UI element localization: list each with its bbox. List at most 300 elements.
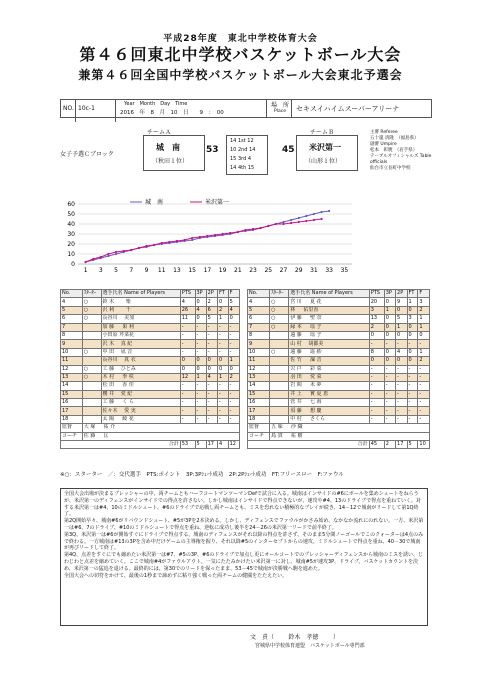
table-row bbox=[61, 365, 240, 373]
table-cell: 0 bbox=[180, 357, 195, 365]
table-cell: - bbox=[206, 382, 217, 390]
table-cell: 12 bbox=[248, 365, 270, 373]
quarter-scores bbox=[226, 135, 268, 175]
table-cell: 0 bbox=[384, 348, 395, 356]
table-row bbox=[248, 298, 430, 306]
table-row bbox=[248, 382, 430, 390]
table-cell: 長谷川 美加 bbox=[101, 315, 180, 323]
table-cell: 10 bbox=[61, 348, 83, 356]
team-b-name: 米沢第一 bbox=[309, 143, 341, 152]
table-cell: 佐々木 愛 実 bbox=[101, 407, 180, 415]
summary-paragraph: 第2Q開始早々、城南#6がリバウンドシュート、#5が3Pを2本決める。しかし、ディフェンスでファウルがかさみ始め、なかなか流れにのれない。一方、米沢第一は#6、7のドライブ、#10のミドルシュートで得点を重ね、逆転に成功し後半を24－26の米沢第一リードで前半終了。 bbox=[64, 518, 424, 531]
table-header-cell: No. bbox=[61, 290, 83, 298]
quarter-3: 15 3rd 4 bbox=[230, 156, 252, 162]
table-cell: 0 bbox=[217, 365, 228, 373]
data-point bbox=[320, 211, 322, 213]
table-cell: - bbox=[396, 340, 408, 348]
table-cell: 6 bbox=[61, 315, 83, 323]
table-cell: 2 bbox=[206, 298, 217, 306]
table-cell bbox=[82, 340, 101, 348]
staff-row bbox=[248, 424, 430, 432]
referee-name: 五十嵐 清隆 （福島県） bbox=[370, 136, 419, 141]
page-subtitle: 兼第４６回全国中学校バスケットボール大会東北予選会 bbox=[78, 68, 403, 82]
quarter-2: 10 2nd 14 bbox=[230, 147, 256, 153]
x-tick-label: 15 bbox=[188, 267, 196, 274]
table-officials-label: テーブルオフィシャルズ Table officials bbox=[370, 154, 432, 165]
table-cell: 松 田 香 佳 bbox=[101, 382, 180, 390]
x-tick-label: 17 bbox=[203, 267, 212, 274]
table-cell: - bbox=[180, 323, 195, 331]
data-point bbox=[123, 250, 125, 252]
table-header-cell: 選手氏名 Name of Players bbox=[101, 290, 180, 298]
table-cell: 須 藤 想 慶 bbox=[289, 407, 370, 415]
x-tick-label: 33 bbox=[325, 267, 333, 274]
series-line-1 bbox=[86, 219, 322, 262]
table-cell: 5 bbox=[248, 306, 270, 314]
table-cell: 11 bbox=[180, 315, 195, 323]
x-tick-label: 29 bbox=[294, 267, 303, 274]
table-cell: 宍 戸 彩 菜 bbox=[289, 365, 370, 373]
table-cell: 0 bbox=[384, 357, 395, 365]
table-cell: - bbox=[418, 415, 430, 423]
data-point bbox=[115, 251, 117, 253]
table-row bbox=[61, 340, 240, 348]
table-cell: - bbox=[206, 407, 217, 415]
table-cell: 4 bbox=[206, 373, 217, 381]
y-tick-label: 40 bbox=[67, 221, 75, 228]
team-a-name: 城 南 bbox=[156, 143, 180, 152]
table-cell: 12 bbox=[180, 373, 195, 381]
table-cell: 0 bbox=[384, 315, 395, 323]
umpire-label: 副審 Umpire bbox=[370, 142, 397, 147]
data-point bbox=[107, 255, 109, 257]
table-cell: ○ bbox=[270, 306, 289, 314]
data-point bbox=[260, 227, 262, 229]
table-cell: 0 bbox=[407, 331, 418, 339]
table-cell: - bbox=[369, 373, 384, 381]
table-cell: 佐 竹 凜 音 bbox=[289, 357, 370, 365]
total-row bbox=[248, 441, 430, 449]
table-header-cell: 3P bbox=[384, 290, 395, 298]
team-a-player-table bbox=[60, 289, 240, 449]
table-row bbox=[61, 306, 240, 314]
table-cell: - bbox=[418, 340, 430, 348]
table-cell: 山 村 胡都美 bbox=[289, 340, 370, 348]
table-cell: - bbox=[195, 390, 206, 398]
place-label: 場 所 bbox=[270, 102, 289, 109]
event-year: 平成28年度 東北中学校体育大会 bbox=[163, 34, 318, 44]
x-tick-label: 31 bbox=[310, 267, 318, 274]
table-cell: 0 bbox=[407, 348, 418, 356]
table-cell: 小田原 芹菜花 bbox=[101, 331, 180, 339]
staff-name: 島 貫 祐 樹 bbox=[270, 432, 430, 440]
table-cell: 13 bbox=[369, 315, 384, 323]
table-cell: - bbox=[369, 407, 384, 415]
table-row bbox=[248, 323, 430, 331]
table-cell: 15 bbox=[61, 390, 83, 398]
team-a-table-wrap bbox=[60, 289, 240, 449]
date-header: Year Month Day Time bbox=[124, 101, 188, 107]
game-summary bbox=[60, 488, 428, 626]
game-category: 女子予選Ｃブロック bbox=[60, 151, 114, 158]
y-tick-label: 10 bbox=[67, 251, 75, 258]
table-cell: 木 村 季 咲 bbox=[101, 373, 180, 381]
table-cell: 櫻 井 愛 紀 bbox=[101, 390, 180, 398]
table-cell: ○ bbox=[82, 348, 101, 356]
summary-paragraph: 全国大会への切符をかけて、最後の1秒まで諦めずに粘り強く戦った両チームの健闘をたたえたい。 bbox=[64, 572, 288, 579]
table-cell: - bbox=[180, 407, 195, 415]
table-row bbox=[61, 323, 240, 331]
table-cell: - bbox=[407, 340, 418, 348]
table-cell: - bbox=[195, 323, 206, 331]
table-cell: 工 藤 く ら bbox=[101, 399, 180, 407]
table-cell: 遠 藤 瑶 子 bbox=[289, 331, 370, 339]
table-cell: 26 bbox=[180, 306, 195, 314]
table-cell: - bbox=[217, 348, 228, 356]
x-tick-label: 13 bbox=[173, 267, 181, 274]
total-cell: 5 bbox=[195, 441, 206, 449]
table-cell: 中 田 凪 音 bbox=[101, 348, 180, 356]
table-cell: - bbox=[228, 348, 239, 356]
table-cell: - bbox=[195, 382, 206, 390]
table-cell: - bbox=[217, 382, 228, 390]
table-cell: 5 bbox=[396, 315, 408, 323]
data-point bbox=[191, 237, 193, 239]
staff-role: 監督 bbox=[248, 424, 270, 432]
table-cell: - bbox=[396, 415, 408, 423]
data-point bbox=[115, 253, 117, 255]
table-cell: - bbox=[384, 415, 395, 423]
table-cell: 0 bbox=[384, 323, 395, 331]
table-cell: 0 bbox=[369, 331, 384, 339]
y-tick-label: 20 bbox=[67, 241, 75, 248]
data-point bbox=[161, 242, 163, 244]
table-cell: - bbox=[369, 399, 384, 407]
table-cell bbox=[270, 365, 289, 373]
table-cell: - bbox=[180, 331, 195, 339]
table-cell: - bbox=[369, 340, 384, 348]
quarter-4: 14 4th 15 bbox=[230, 165, 255, 171]
table-cell: 中 村 さくら bbox=[289, 415, 370, 423]
table-cell: 菅 井 七 海 bbox=[289, 399, 370, 407]
table-row bbox=[248, 357, 430, 365]
table-cell: 遠 藤 遥 紗 bbox=[289, 348, 370, 356]
game-number: 10c-1 bbox=[76, 100, 116, 122]
table-cell: 宮 川 夏 花 bbox=[289, 298, 370, 306]
table-cell: 14 bbox=[248, 382, 270, 390]
x-tick-label: 21 bbox=[234, 267, 242, 274]
table-cell: 1 bbox=[195, 373, 206, 381]
x-tick-label: 23 bbox=[249, 267, 257, 274]
page-title: 第４６回東北中学校バスケットボール大会 bbox=[79, 45, 402, 64]
table-header-cell: F bbox=[228, 290, 239, 298]
table-row bbox=[61, 382, 240, 390]
table-cell: 1 bbox=[418, 315, 430, 323]
data-point bbox=[199, 236, 201, 238]
data-point bbox=[176, 240, 178, 242]
table-header-cell: ｽﾀｰﾀｰ bbox=[82, 290, 101, 298]
staff-name: 五 味 沙 織 bbox=[270, 424, 430, 432]
x-tick-label: 27 bbox=[279, 267, 288, 274]
table-cell: - bbox=[384, 373, 395, 381]
date-value: 2016 年 8 月 10 日 9 ： 00 bbox=[120, 110, 224, 116]
total-cell: 4 bbox=[217, 441, 228, 449]
table-row bbox=[248, 373, 430, 381]
table-cell: - bbox=[228, 399, 239, 407]
table-cell: - bbox=[217, 415, 228, 423]
table-cell: 1 bbox=[407, 298, 418, 306]
no-label: NO. bbox=[61, 100, 76, 122]
team-b-label: チームＢ bbox=[310, 129, 335, 136]
table-header-cell: ｽﾀｰﾀｰ bbox=[270, 290, 289, 298]
table-cell: ○ bbox=[82, 373, 101, 381]
table-cell: 長谷川 真 衣 bbox=[101, 357, 180, 365]
table-cell: - bbox=[384, 340, 395, 348]
table-cell: 9 bbox=[248, 340, 270, 348]
table-cell: - bbox=[206, 323, 217, 331]
table-cell: 1 bbox=[217, 373, 228, 381]
x-tick-label: 1 bbox=[83, 267, 88, 274]
table-cell: - bbox=[206, 390, 217, 398]
staff-role: コーチ bbox=[248, 432, 270, 440]
table-cell: - bbox=[396, 399, 408, 407]
team-b-table-wrap bbox=[247, 289, 430, 449]
table-row bbox=[61, 407, 240, 415]
table-cell: 縁 本 瑶 子 bbox=[289, 323, 370, 331]
data-point bbox=[145, 245, 147, 247]
score-progression-chart bbox=[60, 196, 360, 276]
table-cell: - bbox=[384, 365, 395, 373]
table-cell: - bbox=[369, 382, 384, 390]
table-row bbox=[248, 340, 430, 348]
team-b-seed: （山形１位） bbox=[305, 158, 342, 165]
table-cell bbox=[270, 357, 289, 365]
table-officials: 仙台市立長町中学校 bbox=[370, 166, 411, 171]
table-cell: - bbox=[195, 415, 206, 423]
x-tick-label: 19 bbox=[218, 267, 227, 274]
team-b-score: 45 bbox=[282, 145, 295, 155]
table-cell: 0 bbox=[195, 298, 206, 306]
total-cell: 45 bbox=[369, 441, 384, 449]
data-point bbox=[290, 222, 292, 224]
table-cell: 0 bbox=[217, 357, 228, 365]
table-row bbox=[61, 390, 240, 398]
staff-row bbox=[61, 432, 240, 440]
data-point bbox=[107, 253, 109, 255]
total-cell: 17 bbox=[396, 441, 408, 449]
author-label: 文 責（ bbox=[250, 634, 275, 641]
table-cell bbox=[82, 390, 101, 398]
table-cell: 鈴 木 楽 bbox=[101, 298, 180, 306]
table-cell: - bbox=[384, 407, 395, 415]
team-b-box bbox=[296, 135, 358, 171]
table-cell: 4 bbox=[396, 348, 408, 356]
data-point bbox=[237, 231, 239, 233]
table-cell: 9 bbox=[61, 340, 83, 348]
table-cell: 0 bbox=[369, 357, 384, 365]
table-cell: 0 bbox=[384, 331, 395, 339]
table-cell: - bbox=[180, 390, 195, 398]
table-cell: 20 bbox=[369, 298, 384, 306]
table-cell: 17 bbox=[61, 407, 83, 415]
table-cell: 1 bbox=[418, 323, 430, 331]
table-cell: 16 bbox=[61, 399, 83, 407]
table-cell: 9 bbox=[396, 298, 408, 306]
table-row bbox=[248, 390, 430, 398]
data-point bbox=[290, 219, 292, 221]
table-header-cell: 2P bbox=[396, 290, 408, 298]
table-cell: - bbox=[396, 373, 408, 381]
table-header-row bbox=[61, 290, 240, 298]
table-cell: 岩 間 未 夢 bbox=[289, 382, 370, 390]
table-cell bbox=[270, 399, 289, 407]
table-header-cell: F bbox=[418, 290, 430, 298]
x-tick-label: 11 bbox=[157, 267, 166, 274]
table-cell bbox=[270, 340, 289, 348]
table-cell: 7 bbox=[61, 323, 83, 331]
table-cell: 8 bbox=[369, 348, 384, 356]
data-point bbox=[222, 233, 224, 235]
table-cell: 2 bbox=[369, 323, 384, 331]
table-cell: - bbox=[206, 331, 217, 339]
table-cell bbox=[270, 407, 289, 415]
table-cell: - bbox=[217, 331, 228, 339]
table-cell bbox=[270, 382, 289, 390]
y-tick-label: 0 bbox=[71, 261, 75, 268]
legend-label: 米沢第一 bbox=[205, 199, 230, 206]
data-point bbox=[85, 261, 87, 263]
table-cell: 0 bbox=[195, 365, 206, 373]
table-cell: 沢 木 真 紀 bbox=[101, 340, 180, 348]
table-cell: 0 bbox=[206, 365, 217, 373]
total-cell: 5 bbox=[407, 441, 418, 449]
data-point bbox=[244, 229, 246, 231]
table-cell: 0 bbox=[180, 365, 195, 373]
table-cell: 8 bbox=[61, 331, 83, 339]
table-cell: 3 bbox=[418, 298, 430, 306]
table-row bbox=[61, 357, 240, 365]
data-point bbox=[100, 256, 102, 258]
data-point bbox=[267, 225, 269, 227]
staff-row bbox=[248, 432, 430, 440]
staff-role: 監督 bbox=[61, 424, 83, 432]
data-point bbox=[138, 247, 140, 249]
table-cell bbox=[82, 357, 101, 365]
data-point bbox=[298, 217, 300, 219]
data-point bbox=[214, 234, 216, 236]
total-row bbox=[61, 441, 240, 449]
table-row bbox=[61, 331, 240, 339]
place-label-en: Place bbox=[274, 109, 286, 114]
y-tick-label: 60 bbox=[67, 201, 75, 208]
table-cell: 2 bbox=[418, 357, 430, 365]
table-cell: - bbox=[195, 407, 206, 415]
table-cell: - bbox=[369, 365, 384, 373]
team-a-label: チームＡ bbox=[147, 129, 172, 136]
table-cell: 0 bbox=[418, 331, 430, 339]
table-cell: 0 bbox=[396, 306, 408, 314]
table-cell: 加 藤 果 利 bbox=[101, 323, 180, 331]
data-point bbox=[298, 221, 300, 223]
table-cell bbox=[270, 331, 289, 339]
table-cell: 0 bbox=[407, 357, 418, 365]
table-row bbox=[248, 415, 430, 423]
table-cell bbox=[82, 382, 101, 390]
table-cell: 8 bbox=[248, 331, 270, 339]
table-header-cell: 2P bbox=[206, 290, 217, 298]
table-cell: 4 bbox=[248, 298, 270, 306]
table-cell: - bbox=[384, 382, 395, 390]
data-point bbox=[153, 244, 155, 246]
table-cell: 工 藤 ひとみ bbox=[101, 365, 180, 373]
table-cell: 4 bbox=[180, 298, 195, 306]
data-point bbox=[282, 221, 284, 223]
table-cell: - bbox=[228, 415, 239, 423]
table-cell: ○ bbox=[270, 323, 289, 331]
data-point bbox=[229, 232, 231, 234]
quarter-1: 14 1st 12 bbox=[230, 138, 254, 144]
table-cell: 0 bbox=[384, 298, 395, 306]
data-point bbox=[92, 258, 94, 260]
table-cell: 11 bbox=[248, 357, 270, 365]
x-tick-label: 25 bbox=[264, 267, 273, 274]
table-cell: 0 bbox=[195, 357, 206, 365]
data-point bbox=[168, 241, 170, 243]
table-cell: 13 bbox=[248, 373, 270, 381]
table-cell: 15 bbox=[248, 390, 270, 398]
table-cell: - bbox=[384, 390, 395, 398]
table-cell: 太 陽 綾 花 bbox=[101, 415, 180, 423]
table-cell: - bbox=[180, 340, 195, 348]
table-cell: 3 bbox=[407, 315, 418, 323]
table-cell: - bbox=[228, 382, 239, 390]
table-cell bbox=[82, 415, 101, 423]
summary-paragraph: 全国大会出場が決まるプレッシャーの中、両チームともハーフコートマンツーマンDefで試合に入る。城南はインサイドの#6にボールを集めシュートをねらうが、米沢第一のディフェンスがインサイドでの得点を許さない。しかし城南はインサイドで得点できないが、速攻や#4、13のドライブで得点を重ねていく。対する米沢第一は#4、10のミドルシュート、#6のドライブで応戦し両チームとも、ミスを恐れない積極的なプレイが続き、14－12で城南がリードして第1Q終了。 bbox=[64, 491, 421, 518]
table-cell: - bbox=[180, 399, 195, 407]
author-close: ） bbox=[332, 634, 339, 641]
table-cell: 0 bbox=[407, 306, 418, 314]
data-point bbox=[130, 249, 132, 251]
data-point bbox=[313, 213, 315, 215]
table-cell: 0 bbox=[396, 357, 408, 365]
x-tick-label: 7 bbox=[129, 267, 134, 274]
table-cell: - bbox=[384, 399, 395, 407]
table-cell: 4 bbox=[228, 306, 239, 314]
table-cell: - bbox=[369, 415, 384, 423]
table-cell: - bbox=[396, 365, 408, 373]
table-cell: - bbox=[180, 382, 195, 390]
table-cell: - bbox=[228, 331, 239, 339]
table-cell: 4 bbox=[195, 306, 206, 314]
table-row bbox=[61, 399, 240, 407]
table-cell: 14 bbox=[61, 382, 83, 390]
table-cell: 0 bbox=[217, 298, 228, 306]
table-cell: - bbox=[407, 365, 418, 373]
table-cell bbox=[82, 399, 101, 407]
table-cell: 1 bbox=[418, 348, 430, 356]
table-row bbox=[248, 331, 430, 339]
info-bar bbox=[60, 99, 432, 118]
table-row bbox=[248, 306, 430, 314]
table-cell: - bbox=[180, 415, 195, 423]
total-cell: 12 bbox=[228, 441, 239, 449]
data-point bbox=[275, 223, 277, 225]
place-label-block bbox=[269, 100, 292, 117]
team-b-player-table bbox=[247, 289, 430, 449]
table-cell: 17 bbox=[248, 407, 270, 415]
table-row bbox=[248, 399, 430, 407]
table-cell: 16 bbox=[248, 399, 270, 407]
